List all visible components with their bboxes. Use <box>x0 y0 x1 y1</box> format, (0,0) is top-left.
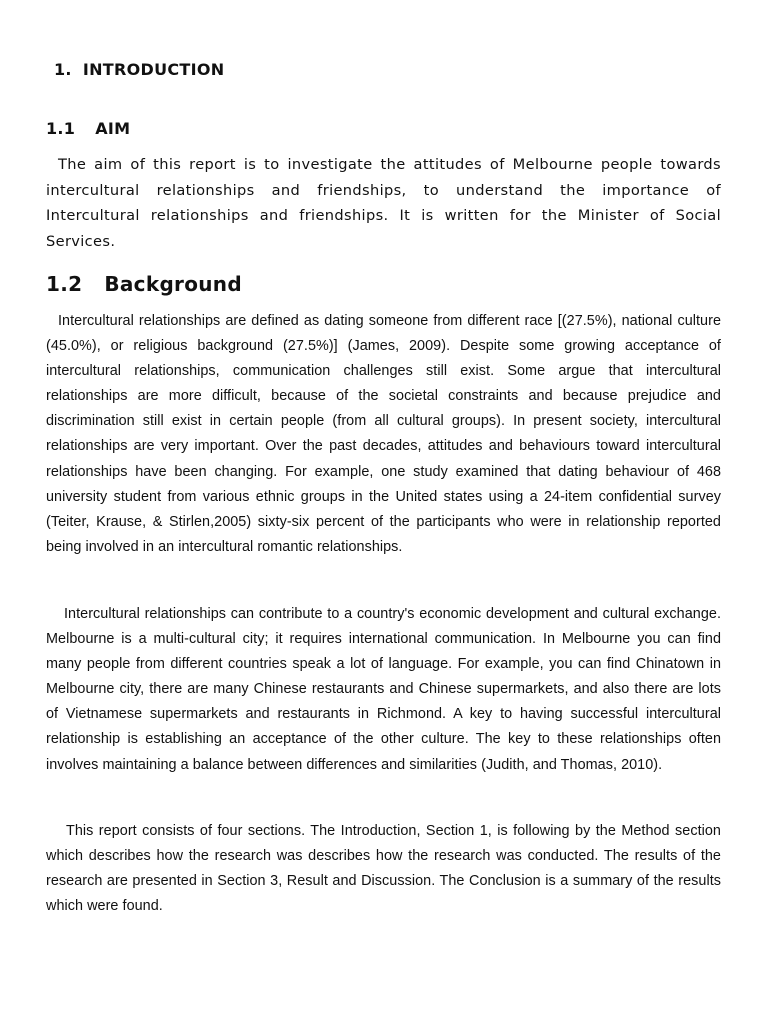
section-title: INTRODUCTION <box>82 60 225 79</box>
aim-paragraph: The aim of this report is to investigate the attitudes of Melbourne people towards intercultural relationships and friendships, to understand the importance of Intercultural relationships and friendships. It is written for the Minister of Social Services. <box>46 156 721 250</box>
subsection-heading-aim <box>46 119 130 138</box>
background-paragraph-2: Intercultural relationships can contribute to a country's economic development and cultural exchange. Melbourne is a multi-cultural city; it requires international communication. In Melbourne you can find many people from different countries speak a lot of language. For example, you can find Chinatown in Melbourne city, there are many Chinese restaurants and Chinese supermarkets, and also there are lots of Vietnamese supermarkets and restaurants in Richmond. A key to having successful intercultural relationship is establishing an acceptance of the other culture. The key to these relationships often involves maintaining a balance between differences and similarities (Judith, and Thomas, 2010). <box>46 606 721 773</box>
background-paragraph-3: This report consists of four sections. The Introduction, Section 1, is following by the Method section which describes how the research was describes how the research was conducted. The results of the research are presented in Section 3, Result and Discussion. The Conclusion is a summary of the results which were found. <box>46 823 721 915</box>
section-number: 1. <box>54 60 72 79</box>
section-heading-introduction <box>54 60 224 79</box>
subsection-number: 1.2 <box>46 272 83 296</box>
subsection-number: 1.1 <box>46 119 76 138</box>
background-paragraph-1: Intercultural relationships are defined as dating someone from different race [(27.5%), national culture (45.0%), or religious background (27.5%)] (James, 2009). Despite some growing acceptance of intercultural relationships, communication challenges still exist. Some argue that intercultural relationships are more difficult, because of the societal constraints and because prejudice and discrimination still exist in certain people (from all cultural groups). In present society, intercultural relationships are very important. Over the past decades, attitudes and behaviours toward intercultural relationships have been changing. For example, one study examined that dating behaviour of 468 university student from various ethnic groups in the United states using a 24-item confidential survey (Teiter, Krause, & Stirlen,2005) sixty-six percent of the participants who were in relationship reported being involved in an intercultural romantic relationships. <box>46 313 721 555</box>
subsection-heading-background <box>46 272 242 296</box>
subsection-title: AIM <box>95 119 131 138</box>
subsection-title: Background <box>104 272 242 296</box>
